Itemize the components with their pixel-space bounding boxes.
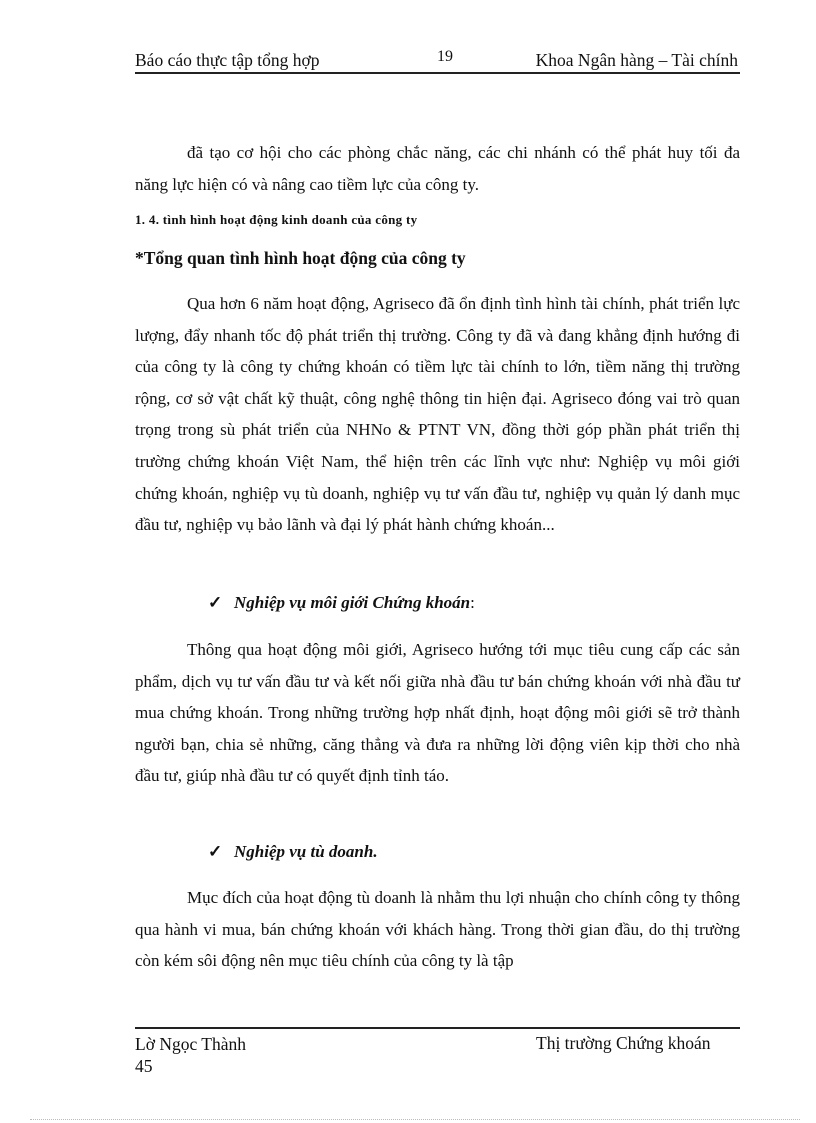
bullet-proprietary: [208, 842, 378, 862]
subheading-overview: *Tổng quan tình hình hoạt động của công ty: [135, 248, 466, 268]
bullet-proprietary-label: Nghiệp vụ tù doanh.: [234, 842, 378, 861]
bullet-brokerage-label: Nghiệp vụ môi giới Chứng khoán: [234, 593, 471, 612]
header-report-title: Báo cáo thực tập tổng hợp: [135, 50, 320, 70]
footer-author: Lờ Ngọc Thành: [135, 1034, 246, 1054]
paragraph-brokerage: Thông qua hoạt động môi giới, Agriseco hướng tới mục tiêu cung cấp các sản phẩm, dịch vụ tư vấn đầu tư và kết nối giữa nhà đầu tư bán chứng khoán với nhà đầu tư mua chứng khoán. Trong những trường hợp nhất định, hoạt động môi giới sẽ trở thành người bạn, chia sẻ những, căng thẳng và đưa ra những lời động viên kịp thời cho nhà đầu tư, giúp nhà đầu tư có quyết định tỉnh táo.: [135, 640, 740, 786]
footer-divider: [135, 1027, 740, 1029]
paragraph-overview: Qua hơn 6 năm hoạt động, Agriseco đã ổn định tình hình tài chính, phát triển lực lượng, đẩy nhanh tốc độ phát triển thị trường. Công ty đã và đang khẳng định hướng đi của công ty là công ty chứng khoán có tiềm lực tài chính to lớn, tiềm năng thị trường rộng, cơ sở vật chất kỹ thuật, công nghệ thông tin hiện đại. Agriseco đóng vai trò quan trọng trong sù phát triển của NHNo & PTNT VN, đồng thời góp phần phát triển thị trường chứng khoán Việt Nam, thể hiện trên các lĩnh vực như: Nghiệp vụ môi giới chứng khoán, nghiệp vụ tù doanh, nghiệp vụ tư vấn đầu tư, nghiệp vụ quản lý danh mục đầu tư, nghiệp vụ bảo lãnh và đại lý phát hành chứng khoán...: [135, 294, 740, 535]
paragraph-proprietary: Mục đích của hoạt động tù doanh là nhằm thu lợi nhuận cho chính công ty thông qua hành vi mua, bán chứng khoán với khách hàng. Trong thời gian đầu, do thị trường còn kém sôi động nên mục tiêu chính của công ty là tập: [135, 888, 740, 971]
bullet-brokerage-colon: :: [470, 593, 475, 612]
page-bottom-divider: [30, 1119, 800, 1120]
footer-author-block: [135, 1033, 246, 1077]
check-icon: ✓: [208, 593, 223, 612]
section-heading: 1. 4. tình hình hoạt động kinh doanh của công ty: [135, 212, 418, 227]
header-faculty: Khoa Ngân hàng – Tài chính: [535, 50, 738, 70]
footer-subject: Thị trường Chứng khoán: [536, 1033, 711, 1053]
bullet-brokerage: [208, 593, 475, 613]
check-icon: ✓: [208, 842, 223, 861]
footer-number: 45: [135, 1056, 153, 1076]
page-header: [135, 48, 740, 74]
header-page-number: 19: [437, 48, 453, 65]
paragraph-intro: đã tạo cơ hội cho các phòng chắc năng, các chi nhánh có thể phát huy tối đa năng lực hiện có và nâng cao tiềm lực của công ty.: [135, 143, 740, 194]
